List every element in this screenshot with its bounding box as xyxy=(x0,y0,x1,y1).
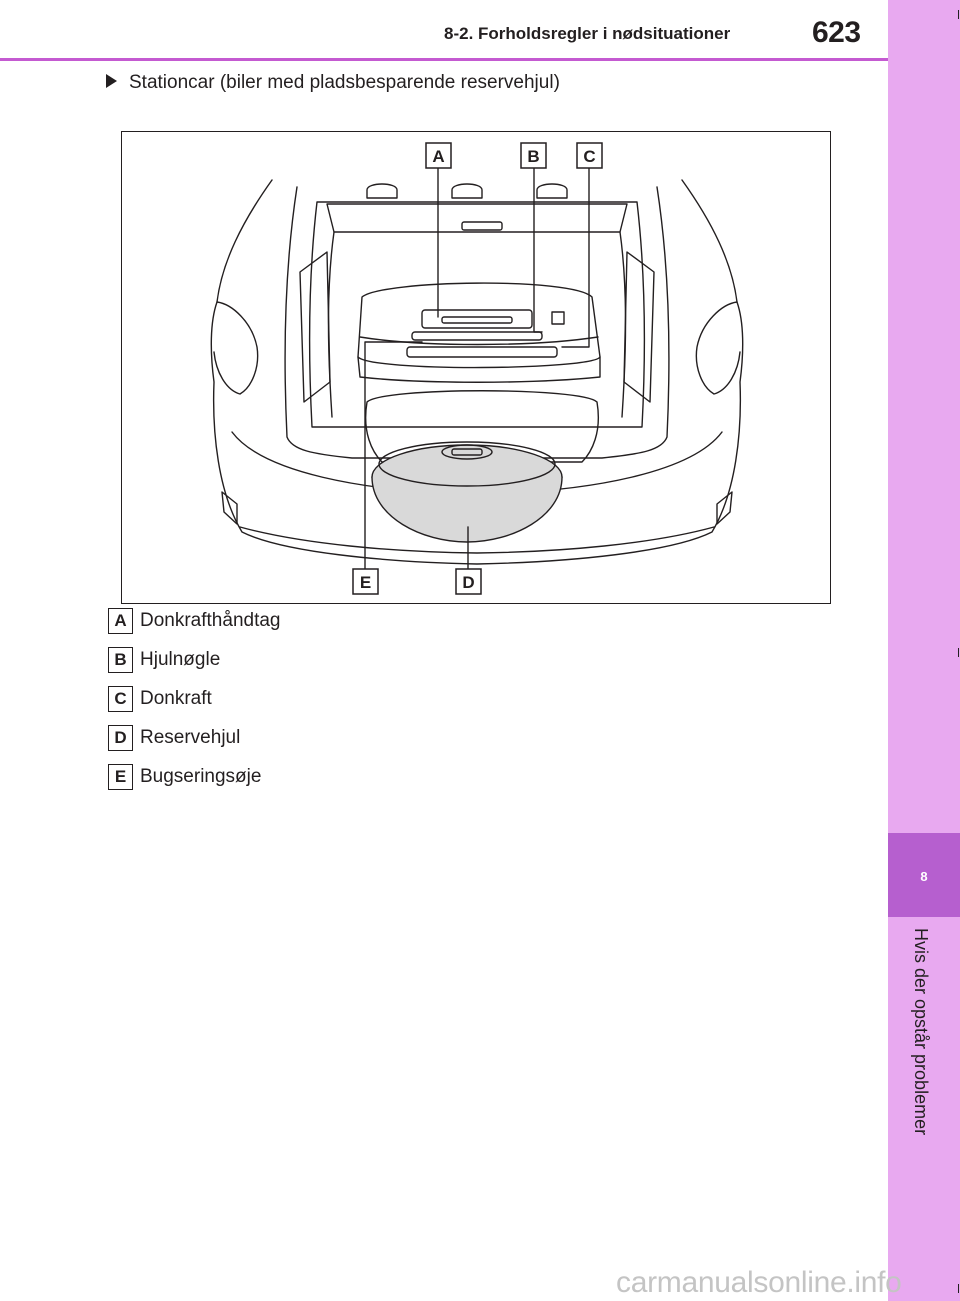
legend-label-wheel-wrench: Hjulnøgle xyxy=(140,649,221,670)
tow-eye xyxy=(407,347,557,357)
header-section-title: 8-2. Forholdsregler i nødsituationer xyxy=(444,24,731,43)
legend-letter-c: C xyxy=(108,686,133,712)
callout-c: C xyxy=(583,147,596,166)
header-rule xyxy=(0,58,888,61)
leader-line-b xyxy=(534,167,542,332)
watermark[interactable]: carmanualsonline.info xyxy=(616,1266,902,1299)
tool-tray-front xyxy=(358,357,600,382)
tool-tray-lip xyxy=(360,337,598,345)
car-trunk-drawing xyxy=(122,132,831,604)
legend-label-tow-eye: Bugseringsøje xyxy=(140,766,262,787)
callout-d: D xyxy=(462,573,475,592)
wheel-wrench xyxy=(442,317,512,323)
tool-tray-outline xyxy=(358,283,600,367)
spare-wheel-lower xyxy=(372,477,562,542)
crop-mark xyxy=(958,648,959,657)
headrest-center xyxy=(452,184,482,198)
legend-letter-a: A xyxy=(108,608,133,634)
cargo-area-illustration xyxy=(121,131,831,604)
headrest-left xyxy=(367,184,397,198)
section-heading-text: Stationcar (biler med pladsbesparende reservehjul) xyxy=(129,72,560,93)
left-tail-light xyxy=(214,302,258,394)
headrest-right xyxy=(537,184,567,198)
legend-label-jack-handle: Donkrafthåndtag xyxy=(140,610,281,631)
page-number: 623 xyxy=(812,16,861,49)
crop-mark xyxy=(958,1284,959,1293)
legend-letter-e: E xyxy=(108,764,133,790)
chapter-number: 8 xyxy=(920,869,928,884)
right-tail-light xyxy=(696,302,740,394)
crop-mark xyxy=(958,10,959,19)
legend-letter-b: B xyxy=(108,647,133,673)
tray-clip xyxy=(552,312,564,324)
triangle-bullet-icon xyxy=(106,74,117,88)
jack-handle xyxy=(412,332,542,340)
chapter-title: Hvis der opstår problemer xyxy=(911,928,931,1136)
callout-e: E xyxy=(359,573,372,592)
handle xyxy=(462,222,502,230)
right-wall-panel xyxy=(624,252,654,402)
legend-label-jack: Donkraft xyxy=(140,688,212,709)
section-heading xyxy=(106,72,560,94)
legend-label-spare-wheel: Reservehjul xyxy=(140,727,241,748)
legend-letter-d: D xyxy=(108,725,133,751)
callout-a: A xyxy=(432,147,445,166)
chapter-number-box[interactable] xyxy=(888,833,960,917)
left-wall-panel xyxy=(300,252,330,402)
leader-line-c xyxy=(562,167,589,347)
parcel-shelf xyxy=(327,204,627,232)
callout-b: B xyxy=(527,147,540,166)
